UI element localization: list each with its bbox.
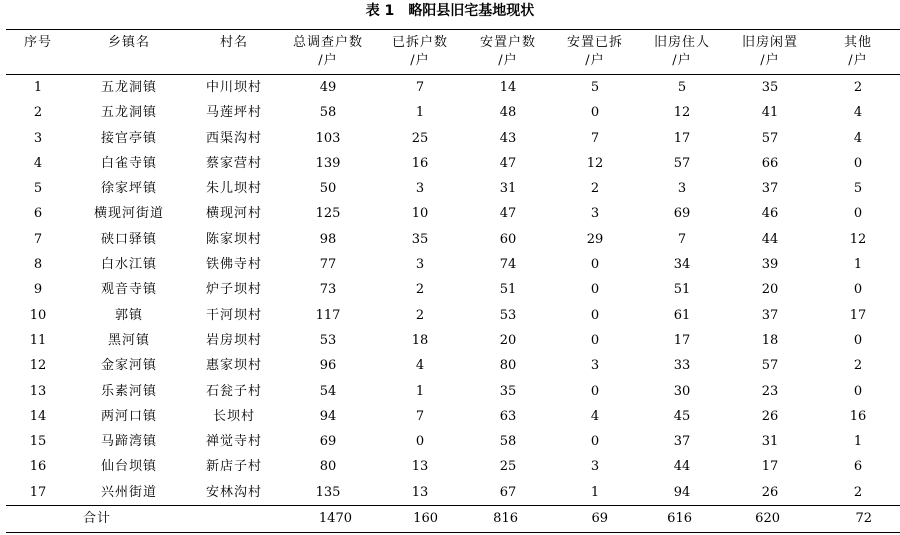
cell-old-house-idle: 57 [761,358,779,374]
cell-serial: 13 [29,383,47,399]
cell-serial: 11 [29,332,47,348]
cell-resettled-demolished: 3 [590,358,600,374]
cell-old-house-idle: 26 [761,408,779,424]
cell-village: 炉子坝村 [205,282,262,298]
cell-serial: 5 [33,181,43,197]
cell-resettled: 47 [499,155,517,171]
cell-serial: 2 [33,105,43,121]
cell-demolished: 10 [411,206,429,222]
cell-total-surveyed: 77 [319,257,337,273]
cell-other: 16 [849,408,867,424]
cell-demolished: 13 [411,459,429,475]
cell-demolished: 16 [411,155,429,171]
cell-demolished: 4 [415,358,425,374]
cell-old-house-occupied: 17 [673,130,691,146]
table-row [6,429,900,454]
cell-demolished: 35 [411,231,429,247]
cell-old-house-occupied: 57 [673,155,691,171]
header-serial: 序号 [6,30,70,53]
table-row [6,100,900,125]
cell-serial: 1 [33,80,43,95]
cell-village: 长坝村 [212,408,255,424]
cell-serial: 17 [29,484,47,500]
cell-serial: 4 [33,155,43,171]
cell-resettled-demolished: 29 [586,231,604,247]
cell-old-house-idle: 37 [761,307,779,323]
table-body [6,75,900,533]
cell-township: 白水江镇 [100,257,157,273]
cell-resettled-demolished: 3 [590,459,600,475]
cell-resettled: 67 [499,484,517,500]
cell-total-surveyed: 80 [319,459,337,475]
cell-total-surveyed: 139 [315,155,341,171]
cell-other: 4 [853,130,863,146]
cell-resettled: 63 [499,408,517,424]
table-row [6,480,900,506]
cell-demolished: 2 [415,307,425,323]
cell-demolished: 2 [415,282,425,298]
table-row [6,404,900,429]
cell-resettled: 48 [499,105,517,121]
cell-old-house-idle: 35 [761,80,779,95]
total-row [6,506,900,533]
total-other: 72 [814,506,900,533]
header-other-unit: /户 [814,52,900,75]
cell-demolished: 3 [415,257,425,273]
cell-resettled-demolished: 2 [590,181,600,197]
cell-township: 五龙洞镇 [100,105,157,121]
cell-resettled: 43 [499,130,517,146]
cell-village: 石瓮子村 [205,383,262,399]
cell-resettled: 53 [499,307,517,323]
cell-total-surveyed: 53 [319,332,337,348]
table-row [6,328,900,353]
cell-serial: 6 [33,206,43,222]
cell-village: 马莲坪村 [205,105,262,121]
cell-other: 2 [853,484,863,500]
cell-other: 1 [853,434,863,450]
cell-serial: 16 [29,459,47,475]
cell-resettled-demolished: 0 [590,307,600,323]
cell-demolished: 1 [415,105,425,121]
cell-village: 陈家坝村 [205,231,262,247]
cell-township: 五龙洞镇 [100,80,157,95]
cell-old-house-occupied: 7 [677,231,687,247]
cell-demolished: 25 [411,130,429,146]
cell-township: 硖口驿镇 [100,231,157,247]
cell-old-house-idle: 41 [761,105,779,121]
cell-resettled: 58 [499,434,517,450]
cell-resettled-demolished: 0 [590,383,600,399]
cell-old-house-occupied: 51 [673,282,691,298]
table-row [6,277,900,302]
cell-other: 4 [853,105,863,121]
cell-township: 观音寺镇 [100,282,157,298]
cell-village: 西渠沟村 [205,130,262,146]
cell-old-house-idle: 37 [761,181,779,197]
cell-other: 12 [849,231,867,247]
total-resettled: 816 [464,506,552,533]
table-number: 表 1 [365,3,395,19]
cell-serial: 12 [29,358,47,374]
header-township-unit [70,52,188,75]
table-row [6,151,900,176]
cell-other: 0 [853,155,863,171]
cell-old-house-occupied: 30 [673,383,691,399]
cell-demolished: 13 [411,484,429,500]
cell-old-house-occupied: 69 [673,206,691,222]
cell-old-house-occupied: 37 [673,434,691,450]
cell-old-house-idle: 18 [761,332,779,348]
cell-resettled-demolished: 0 [590,257,600,273]
cell-total-surveyed: 50 [319,181,337,197]
cell-old-house-idle: 26 [761,484,779,500]
cell-demolished: 18 [411,332,429,348]
header-demolished: 已拆户数 [376,30,464,53]
header-resettled: 安置户数 [464,30,552,53]
header-total-surveyed: 总调查户数 [280,30,376,53]
cell-serial: 14 [29,408,47,424]
cell-resettled: 25 [499,459,517,475]
total-surveyed: 1470 [280,506,376,533]
cell-other: 2 [853,80,863,95]
header-village: 村名 [188,30,280,53]
cell-township: 兴州街道 [100,484,157,500]
cell-other: 0 [853,332,863,348]
cell-demolished: 0 [415,434,425,450]
cell-resettled-demolished: 7 [590,130,600,146]
cell-total-surveyed: 73 [319,282,337,298]
cell-total-surveyed: 58 [319,105,337,121]
cell-total-surveyed: 117 [315,307,341,323]
header-resettled-demolished-unit: /户 [552,52,638,75]
cell-village: 安林沟村 [205,484,262,500]
cell-total-surveyed: 125 [315,206,341,222]
cell-village: 新店子村 [205,459,262,475]
header-resettled-demolished: 安置已拆 [552,30,638,53]
table-row [6,379,900,404]
header-serial-unit [6,52,70,75]
table-row [6,303,900,328]
total-spacer [188,506,280,533]
cell-old-house-idle: 44 [761,231,779,247]
cell-township: 郭镇 [114,307,143,323]
header-old-house-occupied-unit: /户 [638,52,726,75]
cell-resettled-demolished: 4 [590,408,600,424]
total-resettled-demolished: 69 [552,506,638,533]
cell-old-house-idle: 46 [761,206,779,222]
cell-old-house-occupied: 61 [673,307,691,323]
cell-other: 6 [853,459,863,475]
cell-serial: 8 [33,257,43,273]
cell-serial: 9 [33,282,43,298]
cell-township: 仙台坝镇 [100,459,157,475]
cell-township: 接官亭镇 [100,130,157,146]
cell-other: 0 [853,206,863,222]
cell-total-surveyed: 96 [319,358,337,374]
cell-village: 惠家坝村 [205,358,262,374]
cell-total-surveyed: 135 [315,484,341,500]
total-demolished: 160 [376,506,464,533]
table-row [6,353,900,378]
cell-old-house-idle: 31 [761,434,779,450]
header-total-surveyed-unit: /户 [280,52,376,75]
cell-old-house-occupied: 45 [673,408,691,424]
cell-old-house-occupied: 5 [677,80,687,95]
cell-total-surveyed: 98 [319,231,337,247]
cell-serial: 3 [33,130,43,146]
cell-village: 蔡家营村 [205,155,262,171]
cell-serial: 7 [33,231,43,247]
cell-village: 中川坝村 [205,80,262,95]
cell-old-house-occupied: 3 [677,181,687,197]
cell-resettled: 31 [499,181,517,197]
cell-township: 白雀寺镇 [100,155,157,171]
cell-township: 横现河街道 [93,206,164,222]
header-other: 其他 [814,30,900,53]
cell-village: 朱儿坝村 [205,181,262,197]
cell-serial: 15 [29,434,47,450]
cell-resettled-demolished: 3 [590,206,600,222]
table-row [6,227,900,252]
cell-old-house-occupied: 44 [673,459,691,475]
cell-old-house-idle: 66 [761,155,779,171]
cell-total-surveyed: 103 [315,130,341,146]
header-old-house-idle-unit: /户 [726,52,814,75]
cell-total-surveyed: 94 [319,408,337,424]
cell-resettled: 35 [499,383,517,399]
cell-village: 干河坝村 [205,307,262,323]
cell-total-surveyed: 54 [319,383,337,399]
cell-old-house-idle: 20 [761,282,779,298]
table-row [6,454,900,479]
cell-village: 岩房坝村 [205,332,262,348]
cell-old-house-occupied: 34 [673,257,691,273]
cell-township: 黑河镇 [107,332,150,348]
table-row [6,75,900,101]
cell-old-house-occupied: 12 [673,105,691,121]
cell-township: 马蹄湾镇 [100,434,157,450]
cell-resettled: 60 [499,231,517,247]
cell-resettled: 74 [499,257,517,273]
cell-resettled-demolished: 0 [590,105,600,121]
table-row [6,126,900,151]
total-old-house-idle: 620 [726,506,814,533]
cell-resettled: 20 [499,332,517,348]
header-old-house-occupied: 旧房住人 [638,30,726,53]
cell-resettled: 80 [499,358,517,374]
cell-resettled: 47 [499,206,517,222]
cell-demolished: 3 [415,181,425,197]
header-demolished-unit: /户 [376,52,464,75]
cell-village: 横现河村 [205,206,262,222]
cell-resettled-demolished: 12 [586,155,604,171]
homestead-status-table [6,29,900,533]
cell-serial: 10 [29,307,47,323]
cell-old-house-idle: 23 [761,383,779,399]
header-old-house-idle: 旧房闲置 [726,30,814,53]
cell-old-house-idle: 57 [761,130,779,146]
table-row [6,252,900,277]
total-label: 合计 [6,506,188,533]
total-old-house-occupied: 616 [638,506,726,533]
table-title: 略阳县旧宅基地现状 [408,3,535,19]
cell-township: 两河口镇 [100,408,157,424]
cell-resettled-demolished: 0 [590,282,600,298]
cell-old-house-idle: 17 [761,459,779,475]
cell-resettled: 14 [499,80,517,95]
cell-demolished: 7 [415,408,425,424]
cell-old-house-occupied: 94 [673,484,691,500]
cell-other: 0 [853,282,863,298]
header-resettled-unit: /户 [464,52,552,75]
table-caption [0,2,900,20]
cell-village: 铁佛寺村 [205,257,262,273]
cell-township: 徐家坪镇 [100,181,157,197]
cell-total-surveyed: 49 [319,80,337,95]
header-township: 乡镇名 [70,30,188,53]
cell-township: 金家河镇 [100,358,157,374]
cell-old-house-occupied: 17 [673,332,691,348]
cell-other: 0 [853,383,863,399]
table-row [6,201,900,226]
cell-total-surveyed: 69 [319,434,337,450]
cell-township: 乐素河镇 [100,383,157,399]
cell-resettled-demolished: 0 [590,434,600,450]
cell-resettled-demolished: 0 [590,332,600,348]
cell-old-house-idle: 39 [761,257,779,273]
cell-other: 2 [853,358,863,374]
cell-demolished: 1 [415,383,425,399]
cell-old-house-occupied: 33 [673,358,691,374]
cell-resettled: 51 [499,282,517,298]
header-village-unit [188,52,280,75]
table-row [6,176,900,201]
cell-other: 17 [849,307,867,323]
cell-demolished: 7 [415,80,425,95]
cell-resettled-demolished: 1 [590,484,600,500]
cell-village: 禅觉寺村 [205,434,262,450]
cell-other: 5 [853,181,863,197]
cell-resettled-demolished: 5 [590,80,600,95]
cell-other: 1 [853,257,863,273]
